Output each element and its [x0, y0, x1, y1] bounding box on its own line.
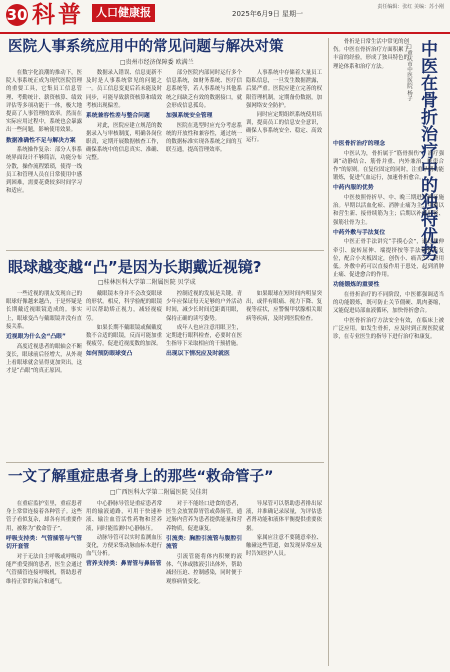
- paragraph: 人事系统中存储着大量员工隐私信息，一旦发生数据泄露，后果严重。医院应建立完善的权限管理机制，定期备份数据，加强网络安全防护。: [246, 70, 322, 109]
- article1-title: 医院人事系统应用中的常见问题与解决对策: [8, 39, 284, 55]
- paragraph: 一些近视的朋友发现自己的眼球好像越来越凸，于是怀疑是长期戴近视眼镜造成的。事实上，眼球变凸与戴眼镜并没有直接关系。: [6, 291, 82, 330]
- paragraph: 中医认为，骨折属于“筋骨损伤”，治疗强调“动静结合、筋骨并重、内外兼治、医患合作”的原则。在复位固定的同时，注重早期功能锻炼，促进气血运行，加速骨折愈合。: [333, 150, 444, 182]
- paragraph: 高度近视患者的眼轴会不断变长，眼球前后径增大，从外观上看眼球就会显得更加突出，这才是“凸眼”的真正原因。: [6, 343, 82, 375]
- article3-column-4: [246, 500, 322, 666]
- masthead: [0, 0, 450, 34]
- paragraph: 部分医院内部同时运行多个信息系统，如财务系统、医疗信息系统等，若人事系统与其他系统之间缺乏有效的数据接口，就会形成信息孤岛。: [166, 70, 242, 109]
- article1-column-4: [246, 69, 322, 245]
- paragraph: 控制近视的发展是关键。青少年应保证每天足够的户外活动时间，减少长时间近距离用眼，保持正确的读写姿势。: [166, 291, 242, 322]
- article2-title: 眼球越变越“凸”是因为长期戴近视镜?: [8, 258, 262, 276]
- paragraph: 如果眼球在短时间内明显突出，或伴有眼痛、视力下降、复视等症状，应警惕甲状腺相关眼病等疾病，及时到医院检查。: [246, 291, 322, 322]
- column-divider: [328, 38, 329, 666]
- paragraph: 中医骨折治疗方法安全有效，在临床上被广泛应用。如发生骨折，应及时到正规医院就诊，在专业医生的指导下进行治疗和康复。: [333, 317, 444, 341]
- subheading: 中药内服的优势: [333, 185, 374, 192]
- paragraph: 成年人也应注意用眼卫生，定期进行眼科检查，必要时在医生指导下采取相应的干预措施。: [166, 324, 242, 348]
- subheading: 加强系统安全管理: [166, 113, 213, 120]
- newspaper-logo: 人口健康报: [92, 4, 155, 22]
- article3-byline: □广西医科大学第二附属医院 吴佳玥: [110, 489, 208, 496]
- subheading: 中药外敷与手法复位: [333, 229, 386, 236]
- paragraph: 在数字化浪潮的推动下，医院人事系统正成为现代医院管理的重要工具，它集员工信息管理、考勤统计、薪资核算、绩效评估等多项功能于一体，极大地提高了人事管理的效率。然而在实际应用过程中，系统也会暴露出一些问题，影响使用效果。: [6, 70, 82, 134]
- subheading: 系统兼容性差与整合问题: [86, 113, 150, 120]
- paragraph: 在骨折治疗的不同阶段，中医都强调适当的功能锻炼，既可防止关节僵硬、肌肉萎缩，又能促进局部血液循环，加快骨折愈合。: [333, 292, 444, 315]
- article3-column-1: [6, 500, 82, 666]
- article4-intro: [333, 38, 409, 134]
- article4-body: [333, 138, 444, 666]
- paragraph: 动脉导管可以实时监测血压变化，方便采集动脉血标本进行血气分析。: [86, 534, 162, 558]
- divider: [6, 462, 324, 463]
- subheading: 出现以下情况应及时就医: [166, 351, 230, 358]
- article1-column-1: [6, 69, 82, 245]
- paragraph: 如果长期不戴眼镜或佩戴度数不合适的眼镜，反而可能加重视疲劳，促进近视度数的加深。: [86, 324, 162, 348]
- paragraph: 引流管能将体内积聚的液体、气体或脓液引出体外，帮助减轻压迫、控制感染，同时便于观察病情变化。: [166, 554, 242, 585]
- article2-column-2: [86, 290, 162, 458]
- paragraph: 戴眼镜本身并不会改变眼球的形状。相反，科学验配的眼镜可以帮助矫正视力，减轻视疲劳。: [86, 291, 162, 322]
- article3-column-3: [166, 500, 242, 666]
- article3-column-2: [86, 500, 162, 666]
- paragraph: 中医按照骨折早、中、晚三期进行辨证施治。早期以活血化瘀、消肿止痛为主；中期以和营生新、接骨续筋为主；后期以补益肝肾、强筋壮骨为主。: [333, 195, 444, 226]
- subheading: 中医骨折治疗的理念: [333, 141, 386, 147]
- paragraph: 数据录入错误、信息更新不及时是人事系统常见的问题之一。员工信息变更后若未能及时同步，可能导致薪资核算和绩效考核出现偏差。: [86, 70, 162, 109]
- subheading: 如何预防眼球变凸: [86, 351, 133, 358]
- paragraph: 骨折是日常生活中常见的创伤。中医在骨折治疗方面积累了丰富的经验，形成了独具特色的理论体系和治疗方法。: [333, 39, 409, 70]
- paragraph: 对于不能经口进食的患者，医生会放置鼻胃管或鼻肠管，通过肠内营养为患者提供能量和营养物质，促进康复。: [166, 501, 242, 532]
- paragraph: 同时应定期组织系统使用培训，提高员工的信息安全意识，确保人事系统安全、稳定、高效运行。: [246, 112, 322, 143]
- editor-note: 责任编辑：张红 美编：苏小刚: [377, 4, 444, 10]
- subheading: 引流类：胸腔引流管与腹腔引流管: [166, 535, 242, 551]
- paragraph: 中医正骨手法讲究“手摸心会”，通过拔伸牵引、旋转屈伸、端提挤按等手法使骨折复位，配合小夹板固定，创伤小、痛苦少、费用低。外敷中药可以直接作用于患处，起到消肿止痛、促进愈合的作用。: [333, 239, 444, 279]
- subheading: 功能锻炼的重要性: [333, 282, 380, 289]
- subheading: 近视眼为什么会“凸眼”: [6, 334, 66, 341]
- subheading: 数据准确性不足与解决方案: [6, 137, 76, 144]
- article1-column-3: [166, 69, 242, 245]
- issue-date: 2025年6月9日 星期一: [232, 10, 303, 18]
- paragraph: 系统操作复杂：部分人事系统界面设计不够简洁，功能分布分散，操作流程繁琐，使得一线员工和管理人员在日常使用中感到困难，需要花费较多时间学习和适应。: [6, 147, 82, 195]
- paragraph: 导尿管可以帮助患者排出尿液，并准确记录尿量，为评估患者肾功能和液体平衡提供重要依据。: [246, 501, 322, 532]
- subheading: 呼吸支持类：气管插管与气管切开套管: [6, 535, 82, 551]
- paragraph: 医院在选型时应充分考虑系统的开放性和兼容性，通过统一的数据标准实现各系统之间的互联互通，提高管理效率。: [166, 122, 242, 154]
- article1-byline: □贵州市经济保障委 欧满兰: [120, 59, 194, 66]
- article2-column-4: [246, 290, 322, 458]
- section-title: 科普: [32, 2, 84, 28]
- paragraph: 对于无法自主呼吸或呼吸功能严重受损的患者，医生会通过气管插管连接呼吸机，帮助患者维持正常的氧合和通气。: [6, 554, 82, 585]
- paragraph: 对此，医院应建立规范的数据录入与审核制度，明确各岗位职责，定期开展数据核查工作，确保系统中的信息真实、准确、完整。: [86, 122, 162, 162]
- article4-byline: □重庆市中医医院 杨子: [406, 44, 412, 102]
- paragraph: 在重症监护室里，重症患者身上常常连接着各种管子。这些管子看似复杂，却各有其重要作用，被称为“救命管子”。: [6, 501, 82, 532]
- article2-byline: □桂林医科大学第二附属医院 贝学成: [98, 279, 196, 286]
- paragraph: 家属应注意不要随意牵拉、触碰这些管道，如发现异常应及时告知医护人员。: [246, 534, 322, 558]
- divider: [6, 250, 324, 251]
- article1-column-2: [86, 69, 162, 245]
- article3-title: 一文了解重症患者身上的那些“救命管子”: [8, 469, 274, 485]
- paragraph: 中心静脉导管是重症患者常用的输液通路，可用于快速补液、输注血管活性药物和营养液，同时能监测中心静脉压。: [86, 501, 162, 532]
- article2-column-1: [6, 290, 82, 458]
- article2-column-3: [166, 290, 242, 458]
- article4-title: 中医在骨折治疗中的独特优势: [417, 40, 437, 261]
- page-number: 30: [6, 6, 28, 24]
- subheading: 营养支持类：鼻胃管与鼻肠管: [86, 561, 162, 568]
